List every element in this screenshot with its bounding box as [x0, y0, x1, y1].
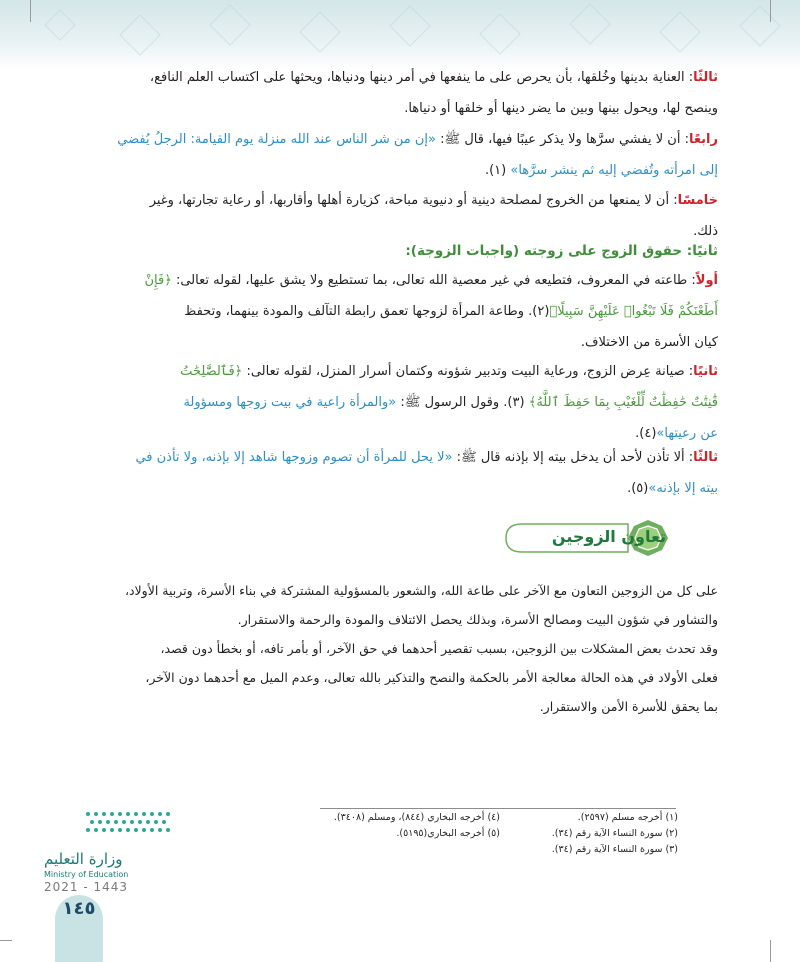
- crop-mark-top-left: [30, 0, 32, 22]
- ministry-name-english: Ministry of Education: [44, 870, 129, 879]
- wife-third-text: : ألا تأذن لأحد أن يدخل بيته إلا بإذنه قال ﷺ:: [452, 450, 694, 465]
- ministry-name-arabic: وزارة التعليم: [44, 850, 123, 868]
- wife-first-text-1: : طاعته في المعروف، فتطيعه في غير معصية الله تعالى، بما تستطيع ولا يشق عليها، لقوله تعالى:: [171, 273, 696, 288]
- footnote-divider: [320, 808, 676, 809]
- duty-fourth-ref: (١).: [484, 163, 511, 178]
- wife-second-paragraph: [78, 356, 718, 449]
- wife-first-lead: أولاً: [695, 273, 718, 288]
- wife-third-hadith-1: «لا يحل للمرأة أن تصوم وزوجها شاهد إلا بإذنه، ولا تأذن في: [135, 450, 453, 465]
- wife-second-hadith-1: «والمرأة راعية في بيت زوجها ومسؤولة: [183, 395, 397, 410]
- wife-second-text-2: (٣). وقول الرسول ﷺ:: [396, 395, 529, 410]
- duty-fifth-paragraph: [78, 185, 718, 247]
- wife-third-ref: (٥).: [627, 481, 649, 496]
- duty-fifth-text-1: : أن لا يمنعها من الخروج لمصلحة دينية أو دنيوية مباحة، كزيارة أهلها وأقاربها، أو رعاية تجارتها، وغير: [149, 193, 678, 208]
- duty-fourth-hadith-1: «إن من شر الناس عند الله منزلة يوم القيامة: الرجلُ يُفضي: [117, 132, 436, 147]
- edition-year: 2021 - 1443: [44, 880, 129, 894]
- duty-third-lead: ثالثًا: [693, 70, 718, 85]
- footnote-2: (٢) سورة النساء الآية رقم (٣٤).: [551, 828, 678, 839]
- footnote-5: (٥) أخرجه البخاري(٥١٩٥).: [396, 828, 500, 839]
- footnote-3: (٣) سورة النساء الآية رقم (٣٤).: [551, 844, 678, 855]
- crop-mark-top-right: [770, 0, 772, 22]
- duty-fifth-lead: خامسًا: [677, 193, 718, 208]
- duty-fourth-lead: رابعًا: [688, 132, 718, 147]
- wife-second-verse-1: ﴿فَٱلصَّٰلِحَٰتُ: [180, 364, 243, 379]
- wife-second-hadith-2: عن رعيتها»: [656, 426, 718, 441]
- duty-fourth-paragraph: [78, 124, 718, 186]
- section-title-cooperation: تعاون الزوجين: [551, 527, 666, 546]
- cooperation-paragraph-2: [78, 634, 718, 721]
- wife-third-lead: ثالثًا: [693, 450, 718, 465]
- duty-third-paragraph: [78, 62, 718, 124]
- wife-second-ref: (٤).: [635, 426, 657, 441]
- cooperation-p2-line-1: وقد تحدث بعض المشكلات بين الزوجين، بسبب تقصير أحدهما في حق الآخر، أو بأمر تافه، أو بخطأ دون قصد،: [160, 641, 718, 656]
- wife-third-paragraph: [78, 442, 718, 504]
- page-number: ١٤٥: [62, 898, 96, 919]
- wife-first-paragraph: [78, 265, 718, 358]
- wife-first-verse-1: ﴿فَإِنْ: [144, 273, 172, 288]
- wife-second-verse-2: قَٰنِتَٰتٌ حَٰفِظَٰتٌ لِّلْغَيْبِ بِمَا حَفِظَ ٱللَّهُ﴾: [528, 395, 718, 410]
- cooperation-p1-line-1: على كل من الزوجين التعاون مع الآخر على طاعة الله، والشعور بالمسؤولية المشتركة في بناء الأسرة، وتربية الأولاد،: [124, 583, 718, 598]
- duty-third-text-1: : العناية بدينها وخُلقها، بأن يحرص على ما ينفعها في أمر دينها ودنياها، ويحثها على اكتساب العلم النافع،: [149, 70, 694, 85]
- cooperation-p2-line-3: بما يحقق للأسرة الأمن والاستقرار.: [539, 699, 718, 714]
- cooperation-p1-line-2: والتشاور في شؤون البيت ومصالح الأسرة، وبذلك يحصل الائتلاف والمودة والرحمة والاستقرار.: [237, 612, 718, 627]
- crop-mark-bottom-right: [770, 940, 772, 962]
- footnote-1: (١) أخرجه مسلم (٢٥٩٧).: [577, 812, 678, 823]
- cooperation-p2-line-2: فعلى الأولاد في هذه الحالة معالجة الأمر بالحكمة والنصح والتذكير بالله تعالى، وعدم الميل مع أحدهما دون الآخر،: [145, 670, 718, 685]
- duty-third-text-2: وينصح لها، ويحول بينها وبين ما يضر دينها أو خلقها أو دنياها.: [404, 101, 718, 116]
- heading-wife-duties: ثانيًا: حقوق الزوج على زوجته (واجبات الزوجة):: [405, 243, 718, 259]
- wife-first-text-3: كيان الأسرة من الاختلاف.: [580, 335, 718, 350]
- duty-fourth-hadith-2: إلى امرأته وتُفضي إليه ثم ينشر سرَّها»: [510, 163, 718, 178]
- wife-second-text-1: : صيانة عِرض الزوج، ورعاية البيت وتدبير شؤونه وكتمان أسرار المنزل، لقوله تعالى:: [242, 364, 694, 379]
- duty-fifth-text-2: ذلك.: [693, 224, 718, 239]
- cooperation-paragraph-1: [78, 576, 718, 634]
- duty-fourth-text: : أن لا يفشي سرَّها ولا يذكر عيبًا فيها، قال ﷺ:: [435, 132, 689, 147]
- footnote-4: (٤) أخرجه البخاري (٨٤٤)، ومسلم (٣٤٠٨).: [333, 812, 500, 823]
- wife-first-text-2: (٢). وطاعة المرأة لزوجها تعمق رابطة التآلف والمودة بينهما، وتحفظ: [184, 304, 550, 319]
- wife-third-hadith-2: بيته إلا بإذنه»: [648, 481, 718, 496]
- geometric-pattern: [0, 0, 800, 70]
- wife-first-verse-2: أَطَعْنَكُمْ فَلَا تَبْغُوا۟ عَلَيْهِنَّ سَبِيلًا﴾: [549, 304, 718, 319]
- ministry-logo-icon: [84, 810, 176, 842]
- crop-mark-bottom-left: [0, 940, 12, 942]
- wife-second-lead: ثانيًا: [693, 364, 718, 379]
